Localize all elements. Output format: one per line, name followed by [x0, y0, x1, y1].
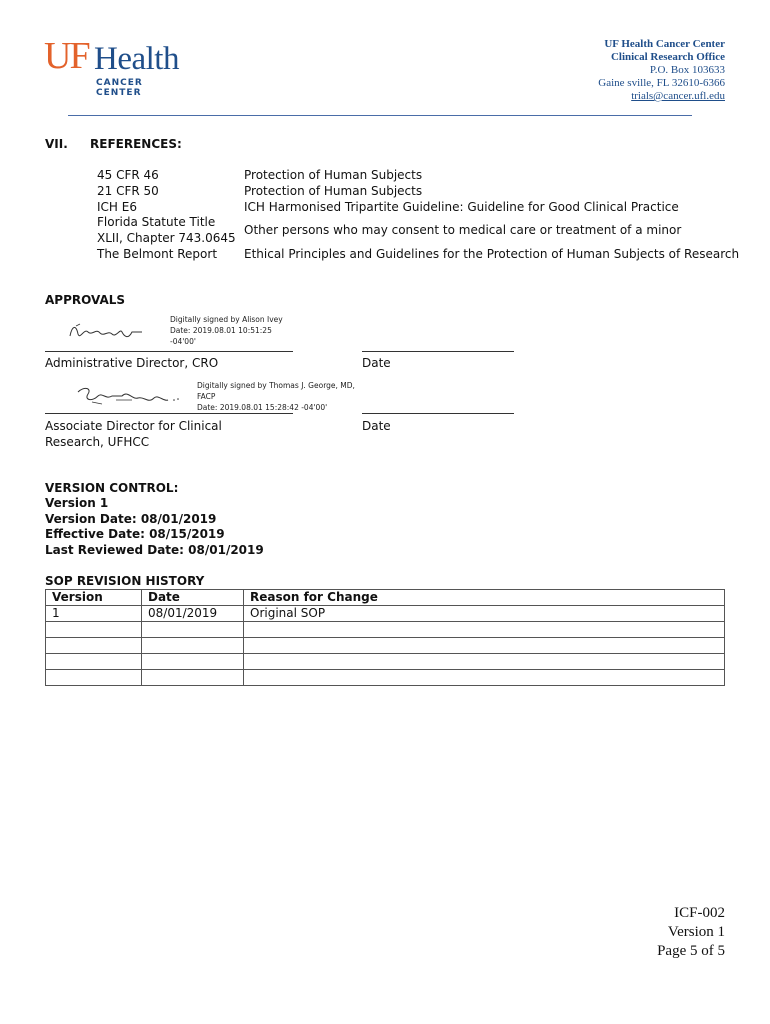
table-cell: 08/01/2019 — [142, 606, 244, 622]
last-reviewed-date: Last Reviewed Date: 08/01/2019 — [45, 543, 264, 557]
table-row — [46, 638, 725, 654]
table-cell — [46, 622, 142, 638]
version-date: Version Date: 08/01/2019 — [45, 512, 217, 526]
logo-cancer-center: CANCER CENTER — [96, 78, 143, 98]
column-header: Reason for Change — [244, 590, 725, 606]
signature-line — [45, 413, 293, 414]
ref-desc: Protection of Human Subjects — [244, 168, 423, 182]
table-cell — [244, 654, 725, 670]
address-line-4: Gaine sville, FL 32610-6366 — [598, 77, 725, 89]
ref-code-line2: XLII, Chapter 743.0645 — [97, 231, 236, 245]
logo-uf: UF — [44, 35, 89, 77]
section-title: REFERENCES: — [90, 137, 182, 151]
date-label: Date — [362, 419, 391, 433]
ref-code: ICH E6 — [97, 200, 137, 214]
table-cell: 1 — [46, 606, 142, 622]
signature-thomas-george — [72, 382, 182, 410]
ref-desc: Ethical Principles and Guidelines for the Protection of Human Subjects of Research — [244, 247, 740, 261]
version-control-heading: VERSION CONTROL: — [45, 481, 179, 495]
date-line — [362, 351, 514, 352]
ref-desc: ICH Harmonised Tripartite Guideline: Guideline for Good Clinical Practice — [244, 200, 679, 214]
table-row — [46, 670, 725, 686]
address-line-1: UF Health Cancer Center — [604, 38, 725, 50]
effective-date: Effective Date: 08/15/2019 — [45, 527, 225, 541]
date-line — [362, 413, 514, 414]
table-cell — [142, 638, 244, 654]
revision-history-heading: SOP REVISION HISTORY — [45, 574, 205, 588]
sig1-line1: Digitally signed by Alison Ivey — [170, 315, 283, 324]
ref-code: 21 CFR 50 — [97, 184, 159, 198]
section-number: VII. — [45, 137, 68, 151]
sig2-line1: Digitally signed by Thomas J. George, MD, — [197, 381, 355, 390]
signer-role: Administrative Director, CRO — [45, 356, 219, 370]
table-cell — [244, 622, 725, 638]
date-label: Date — [362, 356, 391, 370]
approvals-heading: APPROVALS — [45, 293, 126, 307]
sig2-line3: Date: 2019.08.01 15:28:42 -04'00' — [197, 403, 328, 412]
header-divider — [68, 115, 692, 116]
address-line-2: Clinical Research Office — [610, 51, 725, 63]
footer-version: Version 1 — [667, 924, 725, 940]
column-header: Date — [142, 590, 244, 606]
table-cell — [46, 638, 142, 654]
logo-health: Health — [94, 41, 179, 77]
page-footer — [657, 904, 725, 961]
table-row — [46, 654, 725, 670]
table-cell: Original SOP — [244, 606, 725, 622]
table-cell — [46, 670, 142, 686]
address-block — [598, 38, 725, 103]
revision-history-table — [45, 589, 725, 686]
table-cell — [46, 654, 142, 670]
email-link[interactable]: trials@cancer.ufl.edu — [631, 90, 725, 102]
page-number: Page 5 of 5 — [657, 943, 725, 959]
ref-desc: Protection of Human Subjects — [244, 184, 423, 198]
table-cell — [142, 654, 244, 670]
table-cell — [142, 622, 244, 638]
table-row — [46, 606, 725, 622]
ref-code: Florida Statute Title — [97, 215, 216, 229]
document-id: ICF-002 — [674, 905, 725, 921]
table-cell — [244, 638, 725, 654]
sig2-line2: FACP — [197, 392, 216, 401]
version-number: Version 1 — [45, 496, 109, 510]
table-row — [46, 622, 725, 638]
ref-code: The Belmont Report — [97, 247, 218, 261]
ref-desc: Other persons who may consent to medical care or treatment of a minor — [244, 223, 682, 237]
table-header-row — [46, 590, 725, 606]
ref-code: 45 CFR 46 — [97, 168, 159, 182]
table-cell — [244, 670, 725, 686]
column-header: Version — [46, 590, 142, 606]
sig1-line2: Date: 2019.08.01 10:51:25 — [170, 326, 272, 335]
uf-health-logo — [44, 35, 184, 98]
digital-signature-1 — [170, 314, 283, 347]
signer-role-line1: Associate Director for Clinical — [45, 419, 222, 433]
table-cell — [142, 670, 244, 686]
digital-signature-2 — [197, 380, 355, 413]
signer-role-line2: Research, UFHCC — [45, 435, 150, 449]
address-line-3: P.O. Box 103633 — [649, 64, 725, 76]
signature-alison-ivey — [66, 318, 146, 344]
sig1-line3: -04'00' — [170, 337, 196, 346]
signature-line — [45, 351, 293, 352]
